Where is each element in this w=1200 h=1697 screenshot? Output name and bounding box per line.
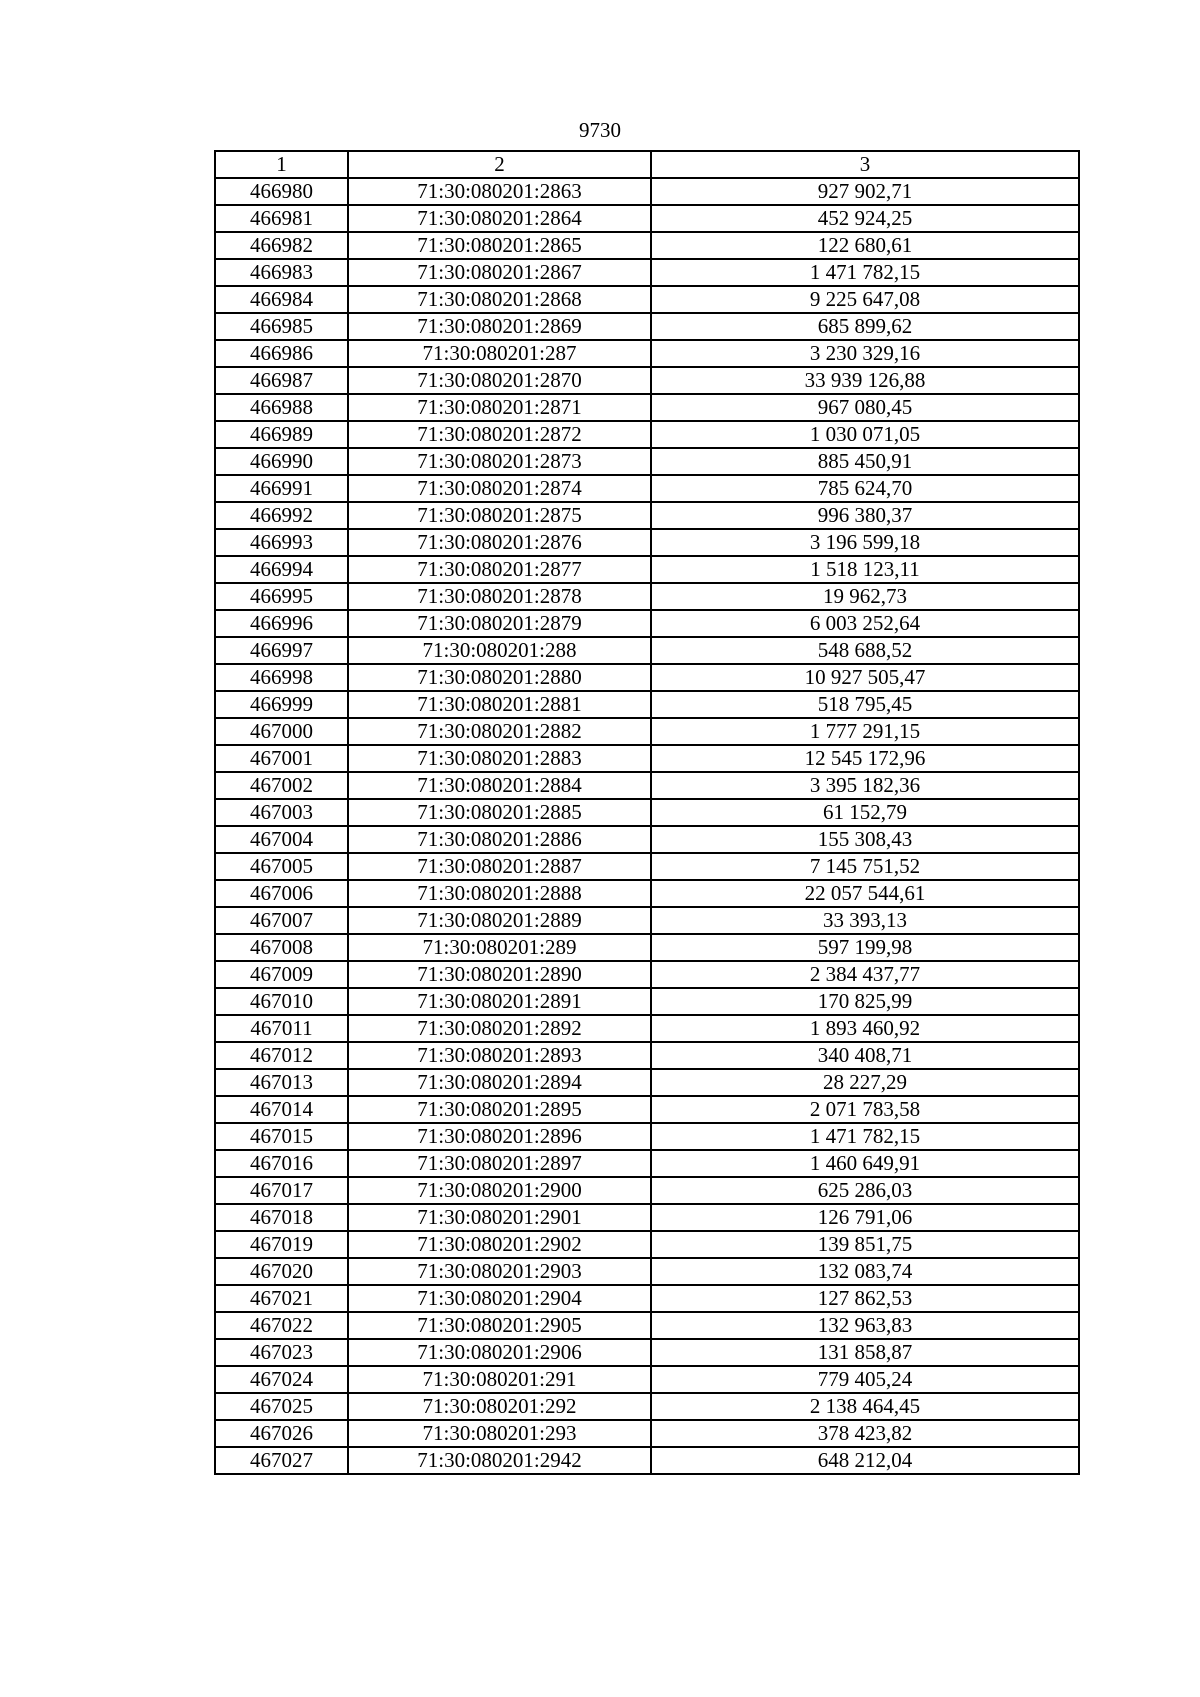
row-number-cell: 466982 [215,232,348,259]
page-number: 9730 [579,118,621,142]
cadastral-number-cell: 71:30:080201:289 [348,934,651,961]
cadastral-value-cell: 340 408,71 [651,1042,1079,1069]
cadastral-number-cell: 71:30:080201:2942 [348,1447,651,1474]
row-number-cell: 467008 [215,934,348,961]
cadastral-value-cell: 967 080,45 [651,394,1079,421]
row-number-cell: 467023 [215,1339,348,1366]
row-number-cell: 466980 [215,178,348,205]
table-row [215,1123,1079,1150]
table-row [215,448,1079,475]
table-row [215,1015,1079,1042]
table-row [215,259,1079,286]
cadastral-value-cell: 7 145 751,52 [651,853,1079,880]
cadastral-number-cell: 71:30:080201:2892 [348,1015,651,1042]
cadastral-number-cell: 71:30:080201:2876 [348,529,651,556]
cadastral-value-cell: 648 212,04 [651,1447,1079,1474]
row-number-cell: 466981 [215,205,348,232]
cadastral-value-cell: 2 071 783,58 [651,1096,1079,1123]
table-row [215,1258,1079,1285]
column-header-3: 3 [651,151,1079,178]
cadastral-number-cell: 71:30:080201:2893 [348,1042,651,1069]
row-number-cell: 467012 [215,1042,348,1069]
cadastral-value-cell: 22 057 544,61 [651,880,1079,907]
row-number-cell: 467009 [215,961,348,988]
table-row [215,286,1079,313]
table-row [215,610,1079,637]
table-row [215,556,1079,583]
row-number-cell: 467025 [215,1393,348,1420]
table-row [215,637,1079,664]
row-number-cell: 467010 [215,988,348,1015]
cadastral-value-cell: 785 624,70 [651,475,1079,502]
cadastral-value-cell: 139 851,75 [651,1231,1079,1258]
table-row [215,178,1079,205]
row-number-cell: 466999 [215,691,348,718]
cadastral-number-cell: 71:30:080201:2884 [348,772,651,799]
table-row [215,1231,1079,1258]
table-row [215,907,1079,934]
cadastral-number-cell: 71:30:080201:2871 [348,394,651,421]
cadastral-value-cell: 3 230 329,16 [651,340,1079,367]
cadastral-number-cell: 71:30:080201:2872 [348,421,651,448]
cadastral-value-cell: 9 225 647,08 [651,286,1079,313]
cadastral-value-cell: 132 963,83 [651,1312,1079,1339]
cadastral-number-cell: 71:30:080201:292 [348,1393,651,1420]
row-number-cell: 467019 [215,1231,348,1258]
row-number-cell: 466985 [215,313,348,340]
cadastral-value-cell: 122 680,61 [651,232,1079,259]
cadastral-number-cell: 71:30:080201:2879 [348,610,651,637]
cadastral-value-cell: 927 902,71 [651,178,1079,205]
cadastral-value-cell: 452 924,25 [651,205,1079,232]
table-row [215,394,1079,421]
cadastral-number-cell: 71:30:080201:2873 [348,448,651,475]
table-row [215,799,1079,826]
cadastral-number-cell: 71:30:080201:2896 [348,1123,651,1150]
cadastral-number-cell: 71:30:080201:291 [348,1366,651,1393]
cadastral-value-cell: 3 395 182,36 [651,772,1079,799]
cadastral-number-cell: 71:30:080201:2881 [348,691,651,718]
cadastral-number-cell: 71:30:080201:293 [348,1420,651,1447]
table-row [215,988,1079,1015]
cadastral-value-cell: 885 450,91 [651,448,1079,475]
row-number-cell: 467014 [215,1096,348,1123]
row-number-cell: 466995 [215,583,348,610]
table-row [215,745,1079,772]
table-row [215,1447,1079,1474]
cadastral-number-cell: 71:30:080201:2870 [348,367,651,394]
row-number-cell: 466997 [215,637,348,664]
table-row [215,1366,1079,1393]
cadastral-number-cell: 71:30:080201:2883 [348,745,651,772]
cadastral-value-table [214,150,1080,1475]
cadastral-number-cell: 71:30:080201:2880 [348,664,651,691]
cadastral-number-cell: 71:30:080201:2889 [348,907,651,934]
table-row [215,1204,1079,1231]
row-number-cell: 467011 [215,1015,348,1042]
row-number-cell: 467006 [215,880,348,907]
row-number-cell: 467005 [215,853,348,880]
row-number-cell: 467015 [215,1123,348,1150]
cadastral-number-cell: 71:30:080201:2864 [348,205,651,232]
cadastral-number-cell: 71:30:080201:2878 [348,583,651,610]
cadastral-number-cell: 71:30:080201:2895 [348,1096,651,1123]
cadastral-value-cell: 3 196 599,18 [651,529,1079,556]
cadastral-value-cell: 12 545 172,96 [651,745,1079,772]
table-row [215,205,1079,232]
table-row [215,1096,1079,1123]
row-number-cell: 467004 [215,826,348,853]
cadastral-value-cell: 378 423,82 [651,1420,1079,1447]
cadastral-value-cell: 6 003 252,64 [651,610,1079,637]
table-row [215,853,1079,880]
cadastral-value-cell: 155 308,43 [651,826,1079,853]
cadastral-number-cell: 71:30:080201:2900 [348,1177,651,1204]
cadastral-value-cell: 1 460 649,91 [651,1150,1079,1177]
cadastral-value-cell: 1 893 460,92 [651,1015,1079,1042]
cadastral-number-cell: 71:30:080201:2865 [348,232,651,259]
cadastral-value-cell: 548 688,52 [651,637,1079,664]
cadastral-value-cell: 1 471 782,15 [651,1123,1079,1150]
table-row [215,1420,1079,1447]
cadastral-value-cell: 2 384 437,77 [651,961,1079,988]
cadastral-value-cell: 33 393,13 [651,907,1079,934]
cadastral-number-cell: 71:30:080201:2897 [348,1150,651,1177]
cadastral-number-cell: 71:30:080201:2885 [348,799,651,826]
cadastral-number-cell: 71:30:080201:2903 [348,1258,651,1285]
cadastral-value-cell: 996 380,37 [651,502,1079,529]
table-row [215,583,1079,610]
row-number-cell: 467007 [215,907,348,934]
table-body [215,178,1079,1474]
table-row [215,1285,1079,1312]
cadastral-number-cell: 71:30:080201:2905 [348,1312,651,1339]
cadastral-number-cell: 71:30:080201:288 [348,637,651,664]
cadastral-number-cell: 71:30:080201:2868 [348,286,651,313]
cadastral-value-cell: 33 939 126,88 [651,367,1079,394]
row-number-cell: 467002 [215,772,348,799]
table-row [215,1042,1079,1069]
cadastral-value-cell: 625 286,03 [651,1177,1079,1204]
column-header-1: 1 [215,151,348,178]
cadastral-value-cell: 1 518 123,11 [651,556,1079,583]
cadastral-number-cell: 71:30:080201:2882 [348,718,651,745]
table-row [215,421,1079,448]
cadastral-value-cell: 28 227,29 [651,1069,1079,1096]
cadastral-value-cell: 127 862,53 [651,1285,1079,1312]
cadastral-number-cell: 71:30:080201:2869 [348,313,651,340]
table-row [215,961,1079,988]
cadastral-value-cell: 518 795,45 [651,691,1079,718]
row-number-cell: 467017 [215,1177,348,1204]
cadastral-value-cell: 10 927 505,47 [651,664,1079,691]
table-row [215,826,1079,853]
column-header-2: 2 [348,151,651,178]
table-row [215,664,1079,691]
cadastral-number-cell: 71:30:080201:2906 [348,1339,651,1366]
row-number-cell: 467020 [215,1258,348,1285]
cadastral-number-cell: 71:30:080201:2867 [348,259,651,286]
table-row [215,529,1079,556]
cadastral-value-cell: 2 138 464,45 [651,1393,1079,1420]
table-row [215,880,1079,907]
row-number-cell: 466988 [215,394,348,421]
cadastral-value-cell: 19 962,73 [651,583,1079,610]
row-number-cell: 466996 [215,610,348,637]
cadastral-number-cell: 71:30:080201:2891 [348,988,651,1015]
row-number-cell: 467000 [215,718,348,745]
cadastral-number-cell: 71:30:080201:2904 [348,1285,651,1312]
cadastral-value-cell: 126 791,06 [651,1204,1079,1231]
cadastral-value-cell: 1 030 071,05 [651,421,1079,448]
cadastral-value-cell: 61 152,79 [651,799,1079,826]
cadastral-number-cell: 71:30:080201:2863 [348,178,651,205]
row-number-cell: 466987 [215,367,348,394]
cadastral-number-cell: 71:30:080201:2886 [348,826,651,853]
table-row [215,313,1079,340]
table-row [215,1312,1079,1339]
row-number-cell: 466991 [215,475,348,502]
cadastral-value-cell: 1 777 291,15 [651,718,1079,745]
table-row [215,1393,1079,1420]
row-number-cell: 467001 [215,745,348,772]
row-number-cell: 466994 [215,556,348,583]
cadastral-value-cell: 685 899,62 [651,313,1079,340]
cadastral-number-cell: 71:30:080201:2902 [348,1231,651,1258]
row-number-cell: 467027 [215,1447,348,1474]
cadastral-number-cell: 71:30:080201:2888 [348,880,651,907]
row-number-cell: 467024 [215,1366,348,1393]
table-row [215,340,1079,367]
table-header-row [215,151,1079,178]
row-number-cell: 466986 [215,340,348,367]
row-number-cell: 466989 [215,421,348,448]
table-row [215,232,1079,259]
table-row [215,772,1079,799]
table-row [215,1177,1079,1204]
row-number-cell: 466984 [215,286,348,313]
row-number-cell: 467018 [215,1204,348,1231]
cadastral-value-cell: 597 199,98 [651,934,1079,961]
row-number-cell: 466990 [215,448,348,475]
cadastral-number-cell: 71:30:080201:2890 [348,961,651,988]
row-number-cell: 467026 [215,1420,348,1447]
table-row [215,502,1079,529]
cadastral-number-cell: 71:30:080201:2877 [348,556,651,583]
cadastral-value-cell: 170 825,99 [651,988,1079,1015]
row-number-cell: 466998 [215,664,348,691]
row-number-cell: 466983 [215,259,348,286]
row-number-cell: 466993 [215,529,348,556]
table-row [215,691,1079,718]
table-row [215,367,1079,394]
row-number-cell: 466992 [215,502,348,529]
row-number-cell: 467013 [215,1069,348,1096]
cadastral-number-cell: 71:30:080201:2901 [348,1204,651,1231]
cadastral-value-cell: 132 083,74 [651,1258,1079,1285]
table-row [215,1150,1079,1177]
cadastral-number-cell: 71:30:080201:2875 [348,502,651,529]
row-number-cell: 467016 [215,1150,348,1177]
cadastral-number-cell: 71:30:080201:2887 [348,853,651,880]
table-row [215,934,1079,961]
row-number-cell: 467003 [215,799,348,826]
table-row [215,718,1079,745]
cadastral-number-cell: 71:30:080201:287 [348,340,651,367]
cadastral-value-cell: 131 858,87 [651,1339,1079,1366]
table-row [215,1069,1079,1096]
row-number-cell: 467022 [215,1312,348,1339]
table-row [215,1339,1079,1366]
table-row [215,475,1079,502]
row-number-cell: 467021 [215,1285,348,1312]
cadastral-value-cell: 779 405,24 [651,1366,1079,1393]
cadastral-number-cell: 71:30:080201:2874 [348,475,651,502]
cadastral-value-cell: 1 471 782,15 [651,259,1079,286]
cadastral-number-cell: 71:30:080201:2894 [348,1069,651,1096]
